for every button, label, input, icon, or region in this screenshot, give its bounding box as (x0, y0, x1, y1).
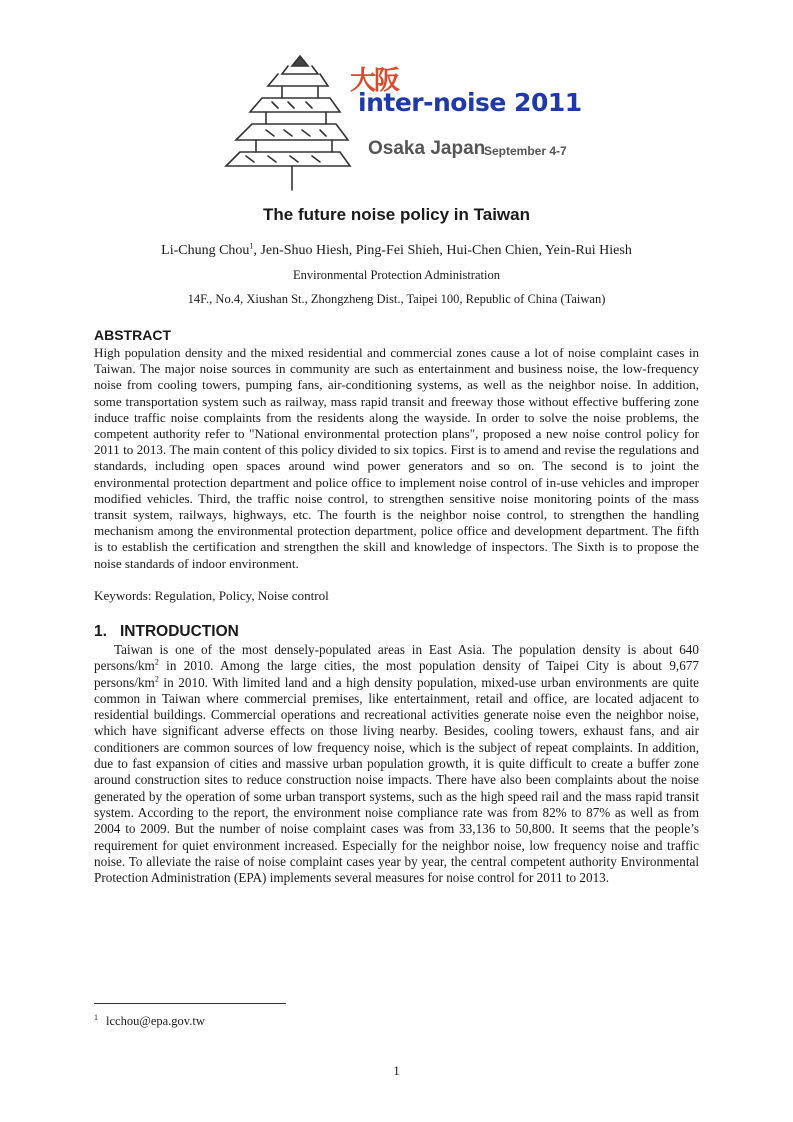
logo-conference-name: inter-noise 2011 (358, 88, 582, 117)
footnote (94, 1013, 205, 1029)
logo-city: Osaka Japan (368, 138, 486, 159)
section-title: INTRODUCTION (120, 623, 239, 640)
section-heading-introduction (94, 623, 239, 641)
intro-text-2: in 2010. Among the large cities, the most population density of Taipei City is about 9,677 persons/km (94, 658, 699, 690)
affiliation: Environmental Protection Administration (293, 268, 500, 282)
footnote-divider (94, 1003, 286, 1004)
page-number: 1 (393, 1063, 400, 1078)
footnote-marker: 1 (249, 241, 254, 251)
osaka-castle-icon (222, 52, 352, 192)
section-number: 1. (94, 623, 107, 640)
superscript: 2 (154, 674, 159, 684)
other-authors: , Jen-Shuo Hiesh, Ping-Fei Shieh, Hui-Chen Chien, Yein-Rui Hiesh (253, 243, 632, 258)
paper-title: The future noise policy in Taiwan (263, 205, 530, 224)
first-author: Li-Chung Chou (161, 243, 250, 258)
address: 14F., No.4, Xiushan St., Zhongzheng Dist., Taipei 100, Republic of China (Taiwan) (187, 292, 606, 306)
author-list (0, 243, 793, 259)
keywords: Keywords: Regulation, Policy, Noise control (94, 588, 329, 603)
footnote-mark: 1 (94, 1013, 98, 1022)
logo-kanji: 大阪 (350, 66, 399, 96)
intro-text-1: Taiwan is one of the most densely-populated areas in East Asia. The population density is about 640 persons/km (94, 642, 699, 674)
superscript: 2 (154, 657, 159, 667)
introduction-paragraph (94, 642, 699, 886)
abstract-text: High population density and the mixed residential and commercial zones cause a lot of noise complaint cases in Taiwan. The major noise sources in community are such as entertainment and business noise, the low-frequency noise from cooling towers, pumping fans, air-conditioning systems, as well as the neighbor noise. In addition, some transportation system such as railway, mass rapid transit and freeway those without effective buffering zone induce traffic noise complaints from the residents along the wayside. In order to solve the noise problems, the competent authority refer to "National environmental protection plans", proposed a new noise control policy for 2011 to 2013. The main content of this policy divided to six topics. First is to amend and revise the regulations and standards, including open spaces around wind power generators and so on. The second is to joint the environmental protection department and police office to implement noise control of in-use vehicles and improper modified vehicles. Third, the traffic noise control, to strengthen sensitive noise monitoring points of the mass transit system, railways, highways, etc. The fourth is the neighbor noise control, to strengthen the handling mechanism among the environmental protection department, police office and development department. The fifth is to establish the certification and strengthen the skill and knowledge of inspectors. The Sixth is to propose the noise standards of indoor environment. (94, 345, 699, 571)
abstract-heading: ABSTRACT (94, 327, 171, 343)
footnote-email[interactable]: lcchou@epa.gov.tw (106, 1014, 205, 1029)
logo-dates: September 4-7 (484, 144, 567, 158)
conference-logo (222, 52, 592, 192)
intro-text-3: in 2010. With limited land and a high density population, mixed-use urban environments are quite common in Taiwan where commercial premises, like entertainment, retail and office, are located adjacent to residential buildings. Commercial operations and recreational activities generate noise even the neighbor noise, which have significant adverse effects on those living nearby. Besides, cooling towers, exhaust fans, and air conditioners are common sources of low frequency noise, which is the subject of repeat complaints. In addition, due to fast expansion of cities and massive urban population growth, it is quite difficult to create a buffer zone around construction sites to reduce construction noise impacts. There have also been complaints about the noise generated by the operation of some urban transport systems, such as the high speed rail and the mass rapid transit system. According to the report, the environment noise compliance rate was from 82% to 87% as well as from 2004 to 2009. But the number of noise complaint cases was from 33,136 to 50,800. It seems that the people’s requirement for quiet environment increased. Especially for the neighbor noise, low frequency noise and traffic noise. To alleviate the raise of noise complaint cases year by year, the central competent authority Environmental Protection Administration (EPA) implements several measures for noise control for 2011 to 2013. (94, 674, 699, 886)
